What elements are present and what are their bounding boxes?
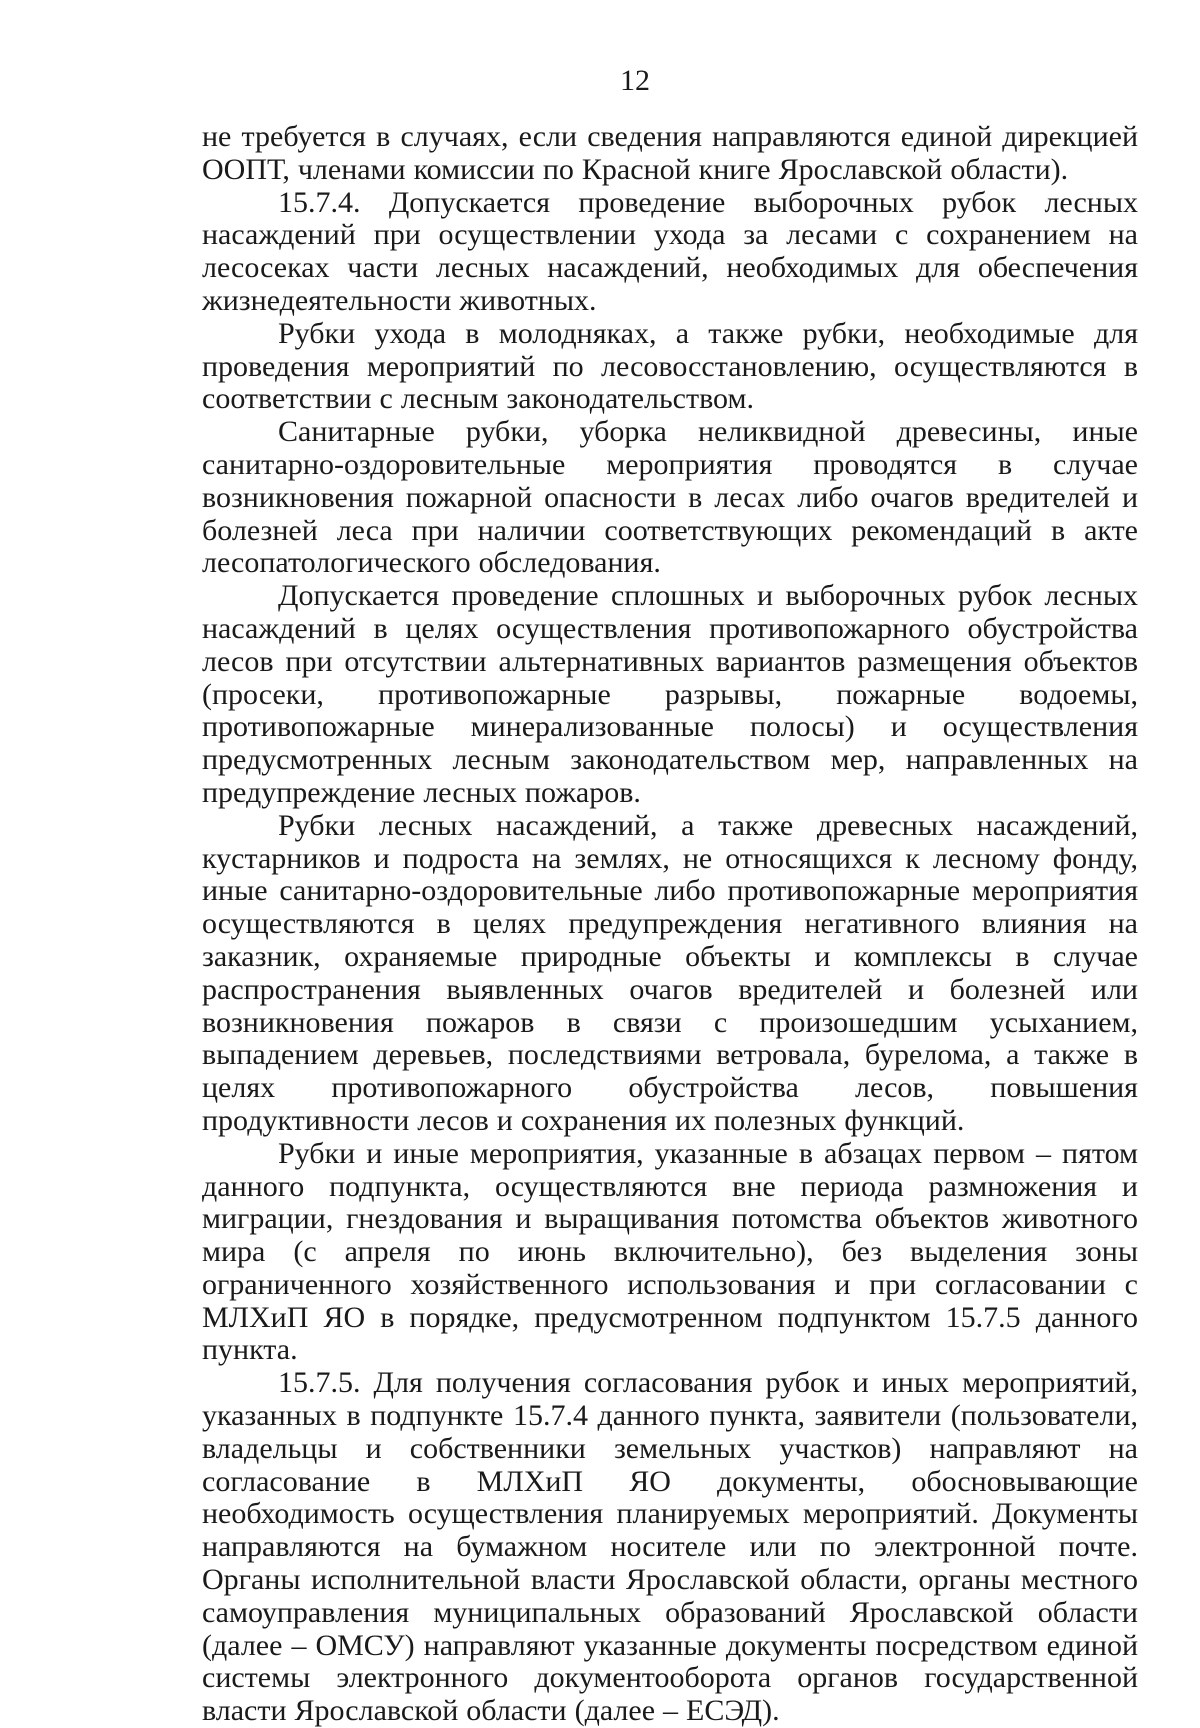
paragraph-fire-prevention: Допускается проведение сплошных и выборочных рубок лесных насаждений в целях осуществления противопожарного обустройства лесов при отсутствии альтернативных вариантов размещения объектов (просеки, противопожарные разрывы, пожарные водоемы, противопожарные минерализованные полосы) и осуществления предусмотренных лесным законодательством мер, направленных на предупреждение лесных пожаров. (202, 579, 1138, 809)
paragraph-sanitary: Санитарные рубки, уборка неликвидной древесины, иные санитарно-оздоровительные мероприятия проводятся в случае возникновения пожарной опасности в лесах либо очагов вредителей и болезней леса при наличии соответствующих рекомендаций в акте лесопатологического обследования. (202, 415, 1138, 580)
paragraph-15-7-4: 15.7.4. Допускается проведение выборочных рубок лесных насаждений при осуществлении ухода за лесами с сохранением на лесосеках части лесных насаждений, необходимых для обеспечения жизнедеятельности животных. (202, 185, 1138, 317)
paragraph-thinning: Рубки ухода в молодняках, а также рубки, необходимые для проведения мероприятий по лесовосстановлению, осуществляются в соответствии с лесным законодательством. (202, 316, 1138, 416)
paragraph-15-7-5: 15.7.5. Для получения согласования рубок и иных мероприятий, указанных в подпункте 15.7.4 данного пункта, заявители (пользователи, владельцы и собственники земельных участков) направляют на согласование в МЛХиП ЯО документы, обосновывающие необходимость осуществления планируемых мероприятий. Документы направляются на бумажном носителе или по электронной почте. Органы исполнительной власти Ярославской области, органы местного самоуправления муниципальных образований Ярославской области (далее – ОМСУ) направляют указанные документы посредством единой системы электронного документооборота органов государственной власти Ярославской области (далее – ЕСЭД). (202, 1366, 1138, 1728)
paragraph-breeding-period: Рубки и иные мероприятия, указанные в абзацах первом – пятом данного подпункта, осуществляются вне периода размножения и миграции, гнездования и выращивания потомства объектов животного мира (с апреля по июнь включительно), без выделения зоны ограниченного хозяйственного использования и при согласовании с МЛХиП ЯО в порядке, предусмотренном подпунктом 15.7.5 данного пункта. (202, 1136, 1138, 1367)
paragraph-continuation: не требуется в случаях, если сведения направляются единой дирекцией ООПТ, членами комиссии по Красной книге Ярославской области). (202, 120, 1138, 186)
document-body (202, 121, 1138, 1728)
paragraph-non-forest-lands: Рубки лесных насаждений, а также древесных насаждений, кустарников и подроста на землях, не относящихся к лесному фонду, иные санитарно-оздоровительные либо противопожарные мероприятия осуществляются в целях предупреждения негативного влияния на заказник, охраняемые природные объекты и комплексы в случае распространения выявленных очагов вредителей и болезней или возникновения пожаров в связи с произошедшим усыханием, выпадением деревьев, последствиями ветровала, бурелома, а также в целях противопожарного обустройства лесов, повышения продуктивности лесов и сохранения их полезных функций. (202, 808, 1138, 1137)
page-number: 12 (620, 64, 650, 97)
